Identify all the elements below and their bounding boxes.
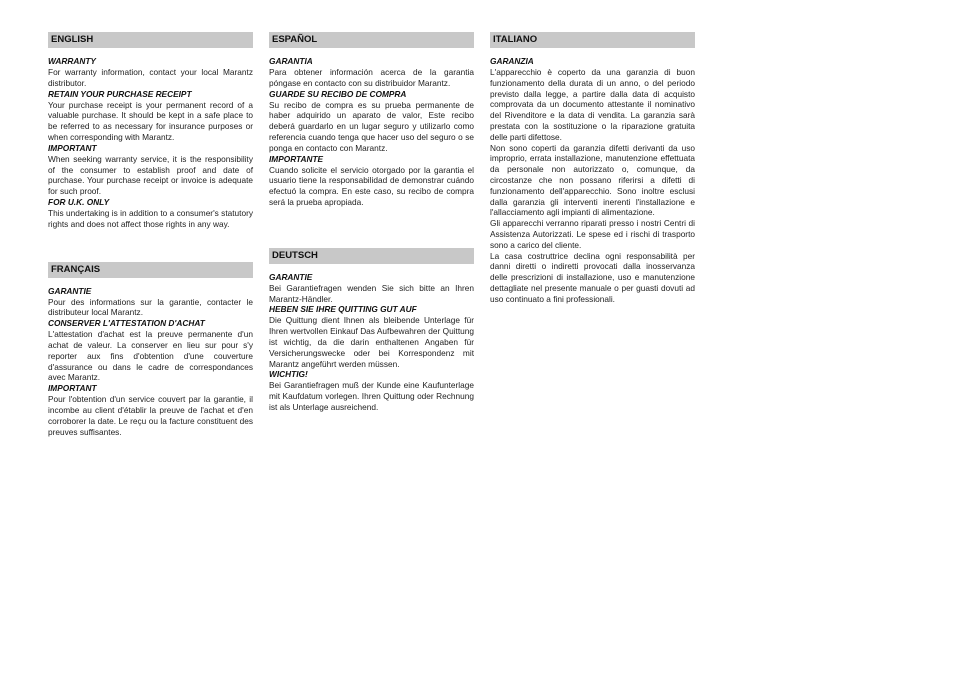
section-header-francais: FRANÇAIS [48,262,253,278]
section-italiano [490,32,695,305]
section-body-italiano [490,56,695,305]
text-garanzia-3: Gli apparecchi verranno riparati presso i nostri Centri di Assistenza Autorizzati. Le spese ed i rischi di trasporto sono a carico del cliente. [490,218,695,250]
text-garantie-fr: Pour des informations sur la garantie, contacter le distributeur local Marantz. [48,296,253,318]
section-body-deutsch [269,272,474,413]
section-body-espanol [269,56,474,208]
text-important-fr: Pour l'obtention d'un service couvert par la garantie, il incombe au client d'établir la preuve de l'achat et d'en corroborer la date. Le reçu ou la facture constituent des preuves suffisantes. [48,394,253,437]
text-garantie-de: Bei Garantiefragen wenden Sie sich bitte an Ihren Marantz-Händler. [269,282,474,304]
heading-importante-es: IMPORTANTE [269,153,324,164]
section-deutsch [269,248,474,413]
text-guarde-recibo: Su recibo de compra es su prueba permanente de haber adquirido un aparato de valor, Este recibo deberá guardarlo en un lugar seguro y utilizarlo como referencia cuando tenga que hacer uso del seguro o se ponga en contacto con Marantz. [269,99,474,153]
heading-conserver: CONSERVER L'ATTESTATION D'ACHAT [48,318,205,329]
heading-garantie-fr: GARANTIE [48,285,92,296]
section-header-italiano: ITALIANO [490,32,695,48]
text-garantia-es: Para obtener información acerca de la garantia póngase en contacto con su distribuidor Marantz. [269,67,474,88]
heading-uk-only: FOR U.K. ONLY [48,196,110,207]
section-francais [48,262,253,438]
column-left [48,32,253,437]
text-garanzia-1: L'apparecchio è coperto da una garanzia di buon funzionamento della durata di un anno, o del periodo previsto dalla legge, a partire dalla data di acquisto comprovata da un documento attestante il nominativo del Rivenditore e la data di vendita. La garanzia sarà prestata con la sostituzione o la riparazione gratuita delle parti difettose. [490,67,695,142]
heading-important-fr: IMPORTANT [48,383,97,394]
section-header-english: ENGLISH [48,32,253,48]
text-garanzia-2: Non sono coperti da garanzia difetti derivanti da uso improprio, errata installazione, manutenzione effettuata da personale non autorizzato o, comunque, da circostanze che non possano riferirsi a difetti di funzionamento dell'apparecchio. Sono inoltre esclusi dalla garanzia gli interventi inerenti l'installazione e l'allacciamento agli impianti di alimentazione. [490,142,695,218]
heading-garantia-es: GARANTIA [269,56,313,66]
heading-guarde-recibo: GUARDE SU RECIBO DE COMPRA [269,88,407,99]
text-garanzia-4: La casa costruttrice declina ogni responsabilità per danni diretti o indiretti provocati dalla inosservanza delle prescrizioni di installazione, uso e manutenzione dettagliate nel presente manuale o per guasti dovuti ad uso continuato a fini professionali. [490,250,695,304]
text-important: When seeking warranty service, it is the responsibility of the consumer to establish proof and date of purchase. Your purchase receipt or invoice is adequate for such proof. [48,153,253,197]
heading-retain-receipt: RETAIN YOUR PURCHASE RECEIPT [48,88,192,99]
column-right [490,32,695,305]
text-uk-only: This undertaking is in addition to a consumer's statutory rights and does not affect those rights in any way. [48,207,253,229]
text-wichtig: Bei Garantiefragen muß der Kunde eine Kaufunterlage mit Kaufdatum vorlegen. Ihren Quittung oder Rechnung ist als Unterlage ausreichend. [269,380,474,412]
column-middle [269,32,474,413]
section-body-english [48,56,253,230]
heading-garantie-de: GARANTIE [269,271,313,282]
section-body-francais [48,286,253,438]
text-importante-es: Cuando solicite el servicio otorgado por la garantia el usuario tiene la responsabilidad de demonstrar cuándo efectuó la compra. En este caso, su recibo de compra será la prueba apropiada. [269,164,474,207]
text-quittung: Die Quittung dient Ihnen als bleibende Unterlage für Ihren wertvollen Einkauf Das Aufbewahren der Quittung ist wichtig, da die darin enthaltenen Angaben für Versicherungswecke oder bei Korrespondenz mit Marantz angeführt werden müssen. [269,315,474,369]
heading-garanzia: GARANZIA [490,56,534,66]
text-conserver: L'attestation d'achat est la preuve permanente d'un achat de valeur. La conserver en lieu sur pour s'y reporter aux fins d'obtention d'une couverture d'assurance ou dans le cadre de correspondances avec Marantz. [48,329,253,383]
heading-important: IMPORTANT [48,142,97,153]
heading-warranty: WARRANTY [48,56,96,66]
heading-quittung: HEBEN SIE IHRE QUITTING GUT AUF [269,304,417,315]
heading-wichtig: WICHTIG! [269,369,308,380]
section-english [48,32,253,230]
text-retain-receipt: Your purchase receipt is your permanent record of a valuable purchase. It should be kept in a safe place to be referred to as necessary for insurance purposes or when corresponding with Marantz. [48,99,253,142]
text-warranty: For warranty information, contact your local Marantz distributor. [48,67,253,88]
section-header-espanol: ESPAÑOL [269,32,474,48]
section-header-deutsch: DEUTSCH [269,248,474,264]
section-espanol [269,32,474,208]
